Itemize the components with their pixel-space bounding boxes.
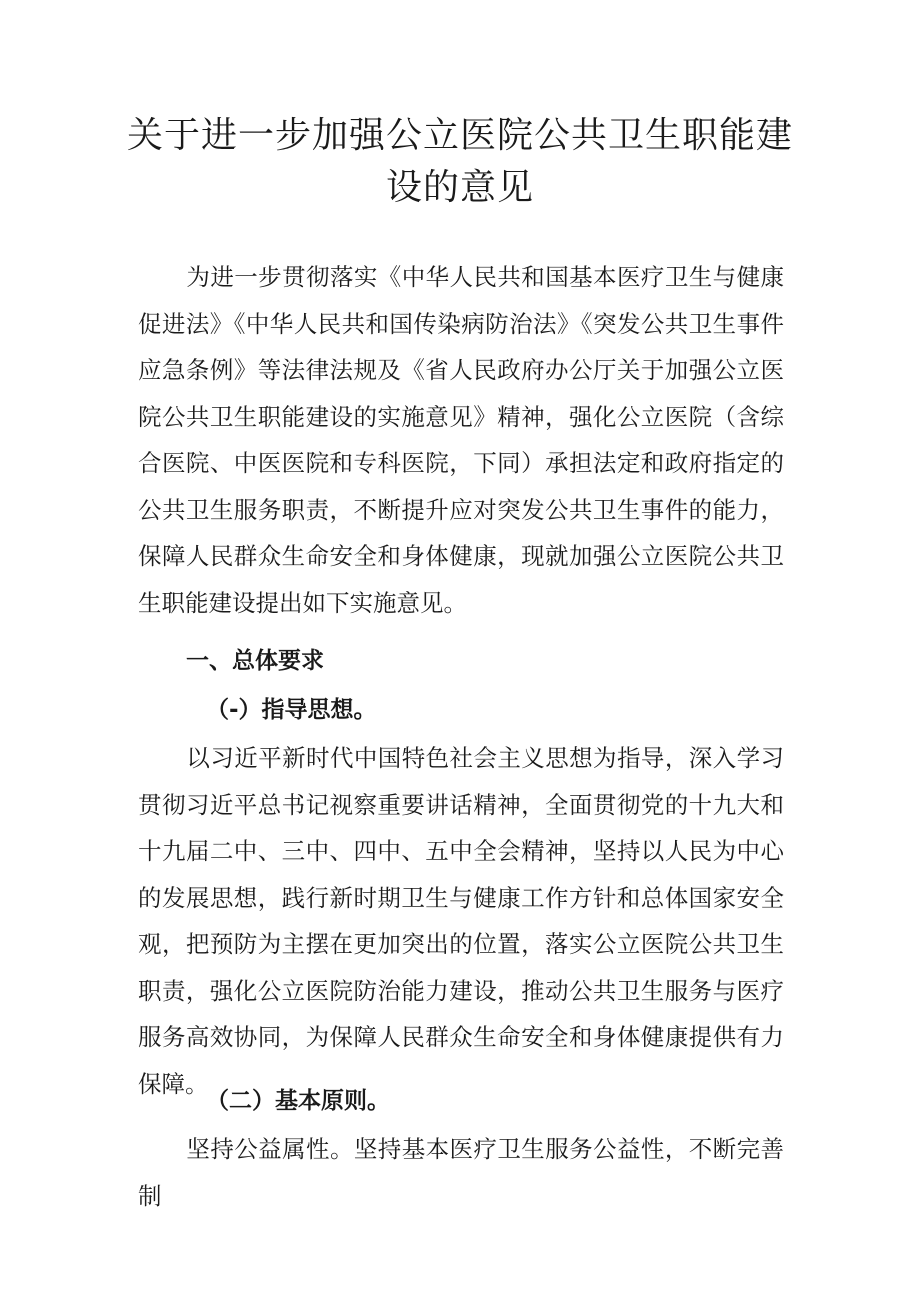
intro-paragraph bbox=[138, 254, 784, 626]
subsection-2-text: 坚持公益属性。坚持基本医疗卫生服务公益性，不断完善制 bbox=[138, 1135, 784, 1210]
subsection-1-body bbox=[138, 735, 784, 1107]
document-title-line-2: 设的意见 bbox=[385, 167, 534, 208]
subsection-2-body bbox=[138, 1126, 784, 1219]
document-title-line-1: 关于进一步加强公立医院公共卫生职能建 bbox=[126, 115, 793, 156]
section-1-heading: 一、总体要求 bbox=[186, 648, 324, 674]
subsection-1-text: 以习近平新时代中国特色社会主义思想为指导，深入学习贯彻习近平总书记视察重要讲话精神，全面贯彻党的十九大和十九届二中、三中、四中、五中全会精神，坚持以人民为中心的发展思想，践行新时期卫生与健康工作方针和总体国家安全观，把预防为主摆在更加突出的位置，落实公立医院公共卫生职责，强化公立医院防治能力建设，推动公共卫生服务与医疗服务高效协同，为保障人民群众生命安全和身体健康提供有力保障。 bbox=[138, 744, 784, 1098]
subsection-2-heading: （二）基本原则。 bbox=[206, 1088, 390, 1114]
subsection-1-heading: （-）指导思想。 bbox=[206, 697, 377, 723]
intro-text: 为进一步贯彻落实《中华人民共和国基本医疗卫生与健康促进法》《中华人民共和国传染病防治法》《突发公共卫生事件应急条例》等法律法规及《省人民政府办公厅关于加强公立医院公共卫生职能建设的实施意见》精神，强化公立医院（含综合医院、中医医院和专科医院，下同）承担法定和政府指定的公共卫生服务职责，不断提升应对突发公共卫生事件的能力，保障人民群众生命安全和身体健康，现就加强公立医院公共卫生职能建设提出如下实施意见。 bbox=[138, 263, 784, 617]
